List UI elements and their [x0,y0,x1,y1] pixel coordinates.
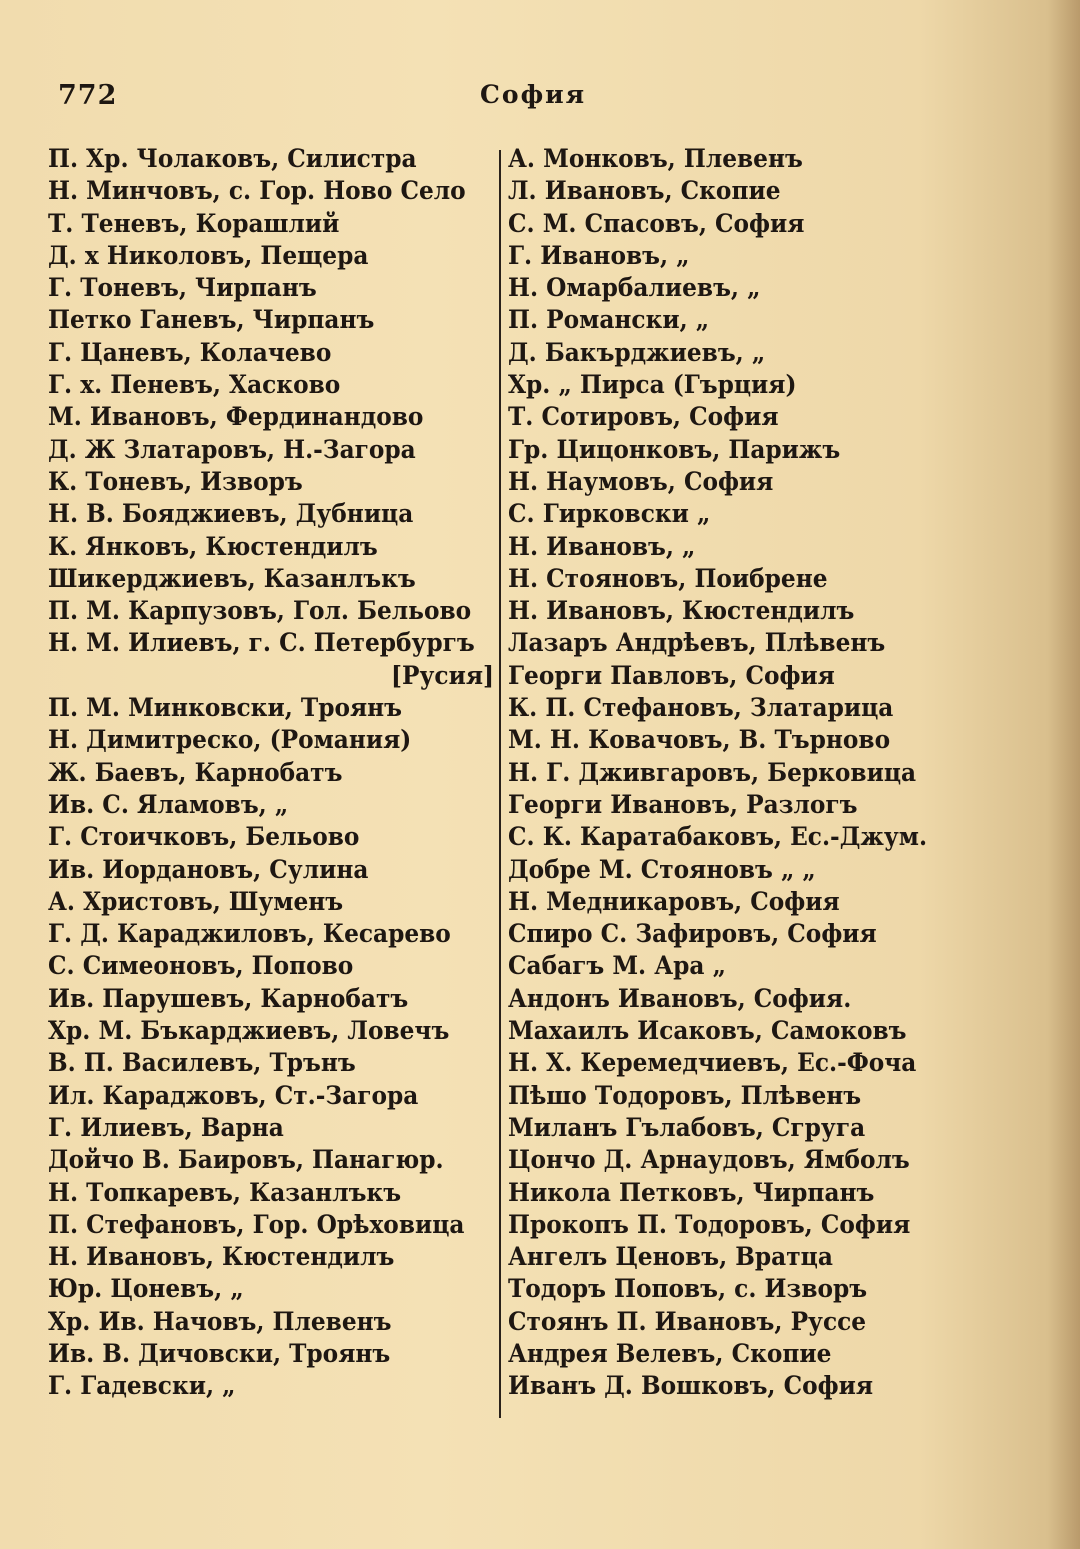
list-entry: Г. Гадевски, „ [48,1371,236,1401]
list-entry: Ж. Баевъ, Карнобатъ [48,757,343,787]
list-entry: Лазаръ Андрѣевъ, Плѣвенъ [508,628,886,658]
list-entry: Н. Омарбалиевъ, „ [508,273,761,303]
left-column [48,143,494,1403]
list-entry: Д. Бакърджиевъ, „ [508,337,766,367]
list-entry: К. Янковъ, Кюстендилъ [48,531,378,561]
list-entry: Георги Павловъ, София [508,660,835,690]
list-entry: Добре М. Стояновъ „ „ [508,854,816,884]
list-entry: Ангелъ Ценовъ, Вратца [508,1242,833,1272]
list-entry: Махаилъ Исаковъ, Самоковъ [508,1016,907,1046]
list-entry: Н. Г. Дживгаровъ, Берковица [508,757,917,787]
list-entry: Ив. В. Дичовски, Троянъ [48,1338,391,1368]
list-entry: Сабагъ М. Ара „ [508,951,726,981]
list-entry: Юр. Цоневъ, „ [48,1274,244,1304]
list-entry: Ив. Иордановъ, Сулина [48,854,369,884]
list-entry: В. П. Василевъ, Трънъ [48,1048,356,1078]
list-entry: Н. Медникаровъ, София [508,886,840,916]
list-entry: Н. Стояновъ, Поибрене [508,563,828,593]
list-entry: П. М. Карпузовъ, Гол. Бельово [48,596,472,626]
list-entry: [Русия] [391,660,494,690]
list-entry: Хр. М. Бъкарджиевъ, Ловечъ [48,1016,450,1046]
list-entry: Ил. Караджовъ, Ст.-Загора [48,1080,419,1110]
list-entry: Г. Стоичковъ, Бельово [48,822,360,852]
list-entry: А. Христовъ, Шуменъ [48,886,344,916]
list-entry: Гр. Цицонковъ, Парижъ [508,434,841,464]
list-entry: Н. Димитреско, (Романия) [48,725,412,755]
list-entry: Хр. „ Пирса (Гърция) [508,370,797,400]
list-entry: Н. Ивановъ, Кюстендилъ [48,1242,395,1272]
list-entry: С. Симеоновъ, Попово [48,951,354,981]
list-entry: М. Ивановъ, Фердинандово [48,402,424,432]
list-entry: Г. Тоневъ, Чирпанъ [48,273,317,303]
list-entry: Андрея Велевъ, Скопие [508,1338,832,1368]
list-entry: К. Тоневъ, Изворъ [48,466,303,496]
list-entry: Ив. Парушевъ, Карнобатъ [48,983,409,1013]
list-entry: Петко Ганевъ, Чирпанъ [48,305,375,335]
list-entry: Г. Ивановъ, „ [508,240,690,270]
page-header [0,80,1080,120]
list-entry: П. М. Минковски, Троянъ [48,693,402,723]
list-entry: Цончо Д. Арнаудовъ, Ямболъ [508,1145,910,1175]
list-entry: Пѣшо Тодоровъ, Плѣвенъ [508,1080,862,1110]
list-entry: Миланъ Гълабовъ, Сгруга [508,1112,866,1142]
list-entry: Хр. Ив. Начовъ, Плевенъ [48,1306,392,1336]
list-entry: Г. Цаневъ, Колачево [48,337,332,367]
list-entry: Тодоръ Поповъ, с. Изворъ [508,1274,868,1304]
list-entry: Иванъ Д. Вошковъ, София [508,1371,874,1401]
right-column [508,143,964,1403]
list-entry: Георги Ивановъ, Разлогъ [508,789,858,819]
list-entry: Н. Топкаревъ, Казанлъкъ [48,1177,402,1207]
column-divider [499,150,501,1418]
list-entry: М. Н. Ковачовъ, В. Търново [508,725,891,755]
list-entry: Спиро С. Зафировъ, София [508,919,877,949]
list-entry: С. Гирковски „ [508,499,711,529]
list-entry: Н. Наумовъ, София [508,466,774,496]
list-entry: Шикерджиевъ, Казанлъкъ [48,563,416,593]
running-head: София [480,80,587,109]
list-entry: П. Романски, „ [508,305,710,335]
list-entry: С. М. Спасовъ, София [508,208,805,238]
list-entry: К. П. Стефановъ, Златарица [508,693,894,723]
list-entry: Прокопъ П. Тодоровъ, София [508,1209,911,1239]
list-entry: П. Стефановъ, Гор. Орѣховица [48,1209,465,1239]
list-entry: Никола Петковъ, Чирпанъ [508,1177,875,1207]
list-entry: Андонъ Ивановъ, София. [508,983,852,1013]
list-entry: Л. Ивановъ, Скопие [508,176,781,206]
list-entry: Н. Минчовъ, с. Гор. Ново Село [48,176,466,206]
list-entry: С. К. Каратабаковъ, Ес.-Джум. [508,822,928,852]
list-entry: П. Хр. Чолаковъ, Силистра [48,144,417,173]
list-entry: Д. х Николовъ, Пещера [48,240,369,270]
list-entry: Н. М. Илиевъ, г. С. Петербургъ [48,628,475,658]
list-entry: Ив. С. Яламовъ, „ [48,789,289,819]
list-entry: Н. Ивановъ, „ [508,531,696,561]
list-entry: Г. Д. Караджиловъ, Кесарево [48,919,451,949]
list-entry: Н. Ивановъ, Кюстендилъ [508,596,855,626]
list-entry: Т. Теневъ, Корашлий [48,208,340,238]
list-entry: Н. Х. Керемедчиевъ, Ес.-Фоча [508,1048,917,1078]
list-entry: Стоянъ П. Ивановъ, Руссе [508,1306,867,1336]
list-entry: Г. х. Пеневъ, Хасково [48,370,341,400]
list-entry: А. Монковъ, Плевенъ [508,144,803,173]
page-number: 772 [58,80,118,111]
list-entry: Г. Илиевъ, Варна [48,1112,284,1142]
list-entry: Н. В. Бояджиевъ, Дубница [48,499,414,529]
list-entry: Дойчо В. Баировъ, Панагюр. [48,1145,444,1175]
list-entry: Д. Ж Златаровъ, Н.-Загора [48,434,416,464]
list-entry: Т. Сотировъ, София [508,402,779,432]
